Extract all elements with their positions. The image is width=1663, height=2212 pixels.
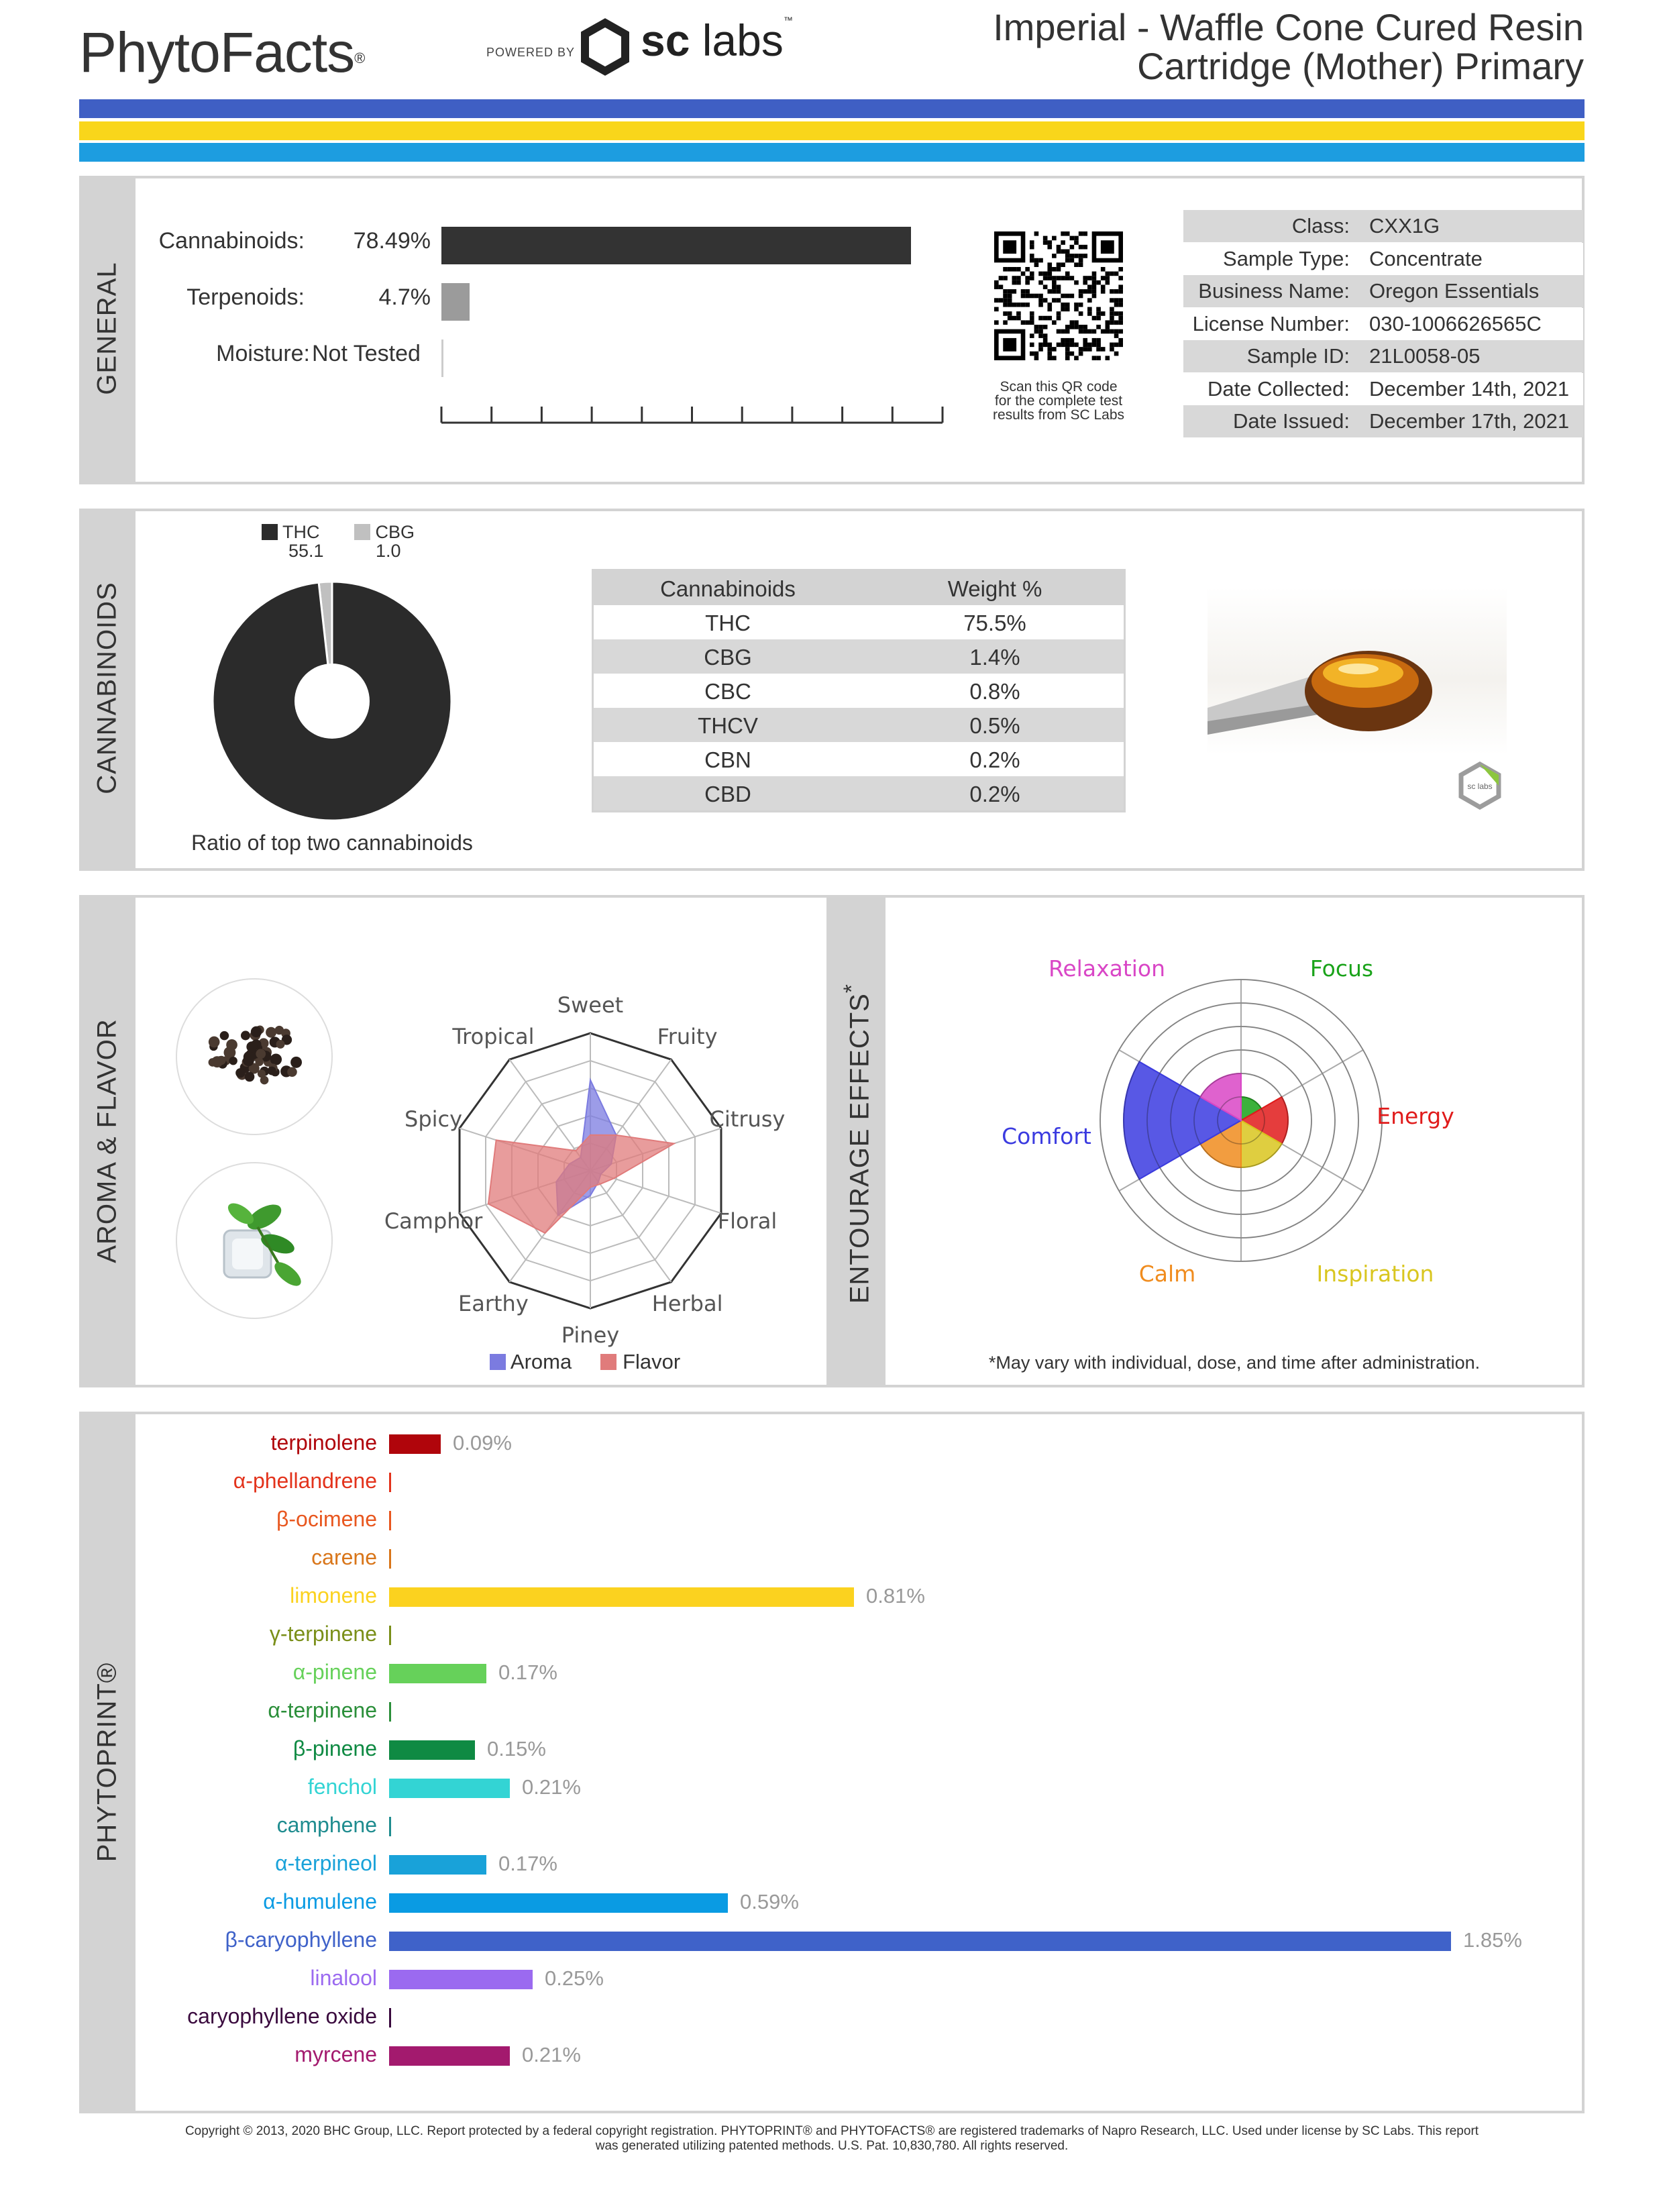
mint-ice-image <box>176 1162 333 1319</box>
radar-axis-label: Camphor <box>384 1208 483 1234</box>
general-row-label: Cannabinoids: <box>158 228 305 254</box>
cannabinoid-table <box>592 569 1126 812</box>
radar-axis-label: Tropical <box>452 1023 535 1049</box>
legend-thc-name: THC <box>282 522 320 542</box>
terpene-bar <box>389 2008 391 2027</box>
radar-axis-label: Fruity <box>657 1023 718 1049</box>
cannabinoid-table-row <box>594 742 1124 776</box>
meta-row <box>1183 210 1583 242</box>
product-title-line2: Cartridge (Mother) Primary <box>1137 45 1584 87</box>
phytoprint-sidebar <box>79 1412 136 2113</box>
cannabinoid-weight: 75.5% <box>963 611 1026 635</box>
aroma-sidebar <box>79 895 136 1387</box>
radar-spoke <box>590 1171 671 1282</box>
sc-labs-trademark: ™ <box>783 15 793 25</box>
meta-value: 030-1006626565C <box>1369 311 1542 335</box>
terpene-value: 0.25% <box>545 1966 604 1990</box>
cannabinoid-table-row <box>594 605 1124 639</box>
meta-row <box>1183 308 1583 340</box>
terpene-bar <box>389 1932 1451 1951</box>
qr-caption <box>966 380 1151 422</box>
radar-axis-label: Sweet <box>557 992 624 1018</box>
terpene-value: 0.21% <box>522 1775 581 1799</box>
general-sidebar <box>79 176 136 484</box>
terpene-name: fenchol <box>307 1775 377 1799</box>
terpene-value: 0.17% <box>498 1661 557 1684</box>
legend-cbg <box>354 522 462 561</box>
general-row-bar <box>441 283 470 321</box>
meta-value: Concentrate <box>1369 246 1483 270</box>
cannabinoids-section-label: CANNABINOIDS <box>92 582 122 794</box>
terpene-name: α-terpinene <box>268 1698 377 1722</box>
entourage-disclaimer: *May vary with individual, dose, and time after administration. <box>988 1353 1481 1373</box>
cannabinoid-name: CBN <box>704 747 751 772</box>
terpene-name: β-caryophyllene <box>225 1928 377 1952</box>
terpene-name: camphene <box>276 1813 377 1837</box>
sc-labs-logo <box>641 15 793 66</box>
terpene-bar <box>389 1702 391 1722</box>
meta-value: Oregon Essentials <box>1369 279 1540 303</box>
terpene-name: α-phellandrene <box>233 1469 377 1493</box>
product-photo <box>1208 587 1507 755</box>
radar-axis-label: Citrusy <box>709 1106 786 1132</box>
terpene-name: myrcene <box>294 2042 377 2066</box>
terpene-value: 0.09% <box>453 1431 512 1455</box>
polar-label-focus: Focus <box>1309 955 1374 982</box>
peppercorn-icon <box>177 980 331 1134</box>
brand-name: PhytoFacts <box>79 21 355 84</box>
terpene-bar <box>389 1511 391 1530</box>
flavor-legend-swatch <box>600 1354 616 1370</box>
sc-labs-logo-light: labs <box>702 15 784 65</box>
cannabinoid-weight: 1.4% <box>969 645 1020 670</box>
mint-ice-icon <box>177 1163 331 1318</box>
terpene-bar <box>389 1855 486 1875</box>
terpene-value: 0.17% <box>498 1852 557 1875</box>
meta-row <box>1183 373 1583 405</box>
powered-by-label: POWERED BY <box>486 46 576 59</box>
radar-axis-label: Piney <box>561 1322 620 1348</box>
entourage-section-label <box>839 955 875 1333</box>
cannabinoid-weight: 0.8% <box>969 679 1020 704</box>
brand-logo <box>79 20 364 85</box>
general-axis-ticks <box>439 403 949 429</box>
header-stripe-cyan <box>79 143 1585 162</box>
radar-series-flavor <box>488 1135 674 1233</box>
meta-value: 21L0058-05 <box>1369 344 1481 368</box>
radar-axis-label: Spicy <box>405 1106 463 1132</box>
terpene-name: terpinolene <box>270 1430 377 1455</box>
meta-row <box>1183 243 1583 275</box>
terpene-bar <box>389 1549 391 1569</box>
terpene-value: 0.21% <box>522 2043 581 2066</box>
sc-labs-badge-text: sc labs <box>1467 782 1493 791</box>
terpene-name: caryophyllene oxide <box>187 2004 377 2028</box>
meta-key: Class: <box>1291 214 1350 238</box>
terpene-value: 0.15% <box>487 1737 546 1760</box>
meta-key: Date Collected: <box>1208 376 1350 401</box>
terpene-bar <box>389 1817 391 1836</box>
cannabinoid-table-header <box>594 571 1124 605</box>
aroma-section-label: AROMA & FLAVOR <box>92 1018 122 1263</box>
general-row-label: Moisture: <box>216 341 310 366</box>
terpene-bar <box>389 1970 533 1989</box>
terpene-value: 0.59% <box>740 1890 799 1913</box>
radar-axis-label: Herbal <box>651 1291 723 1317</box>
copyright-footer <box>79 2124 1585 2154</box>
brand-registered-mark: ® <box>354 50 365 66</box>
terpene-value: 0.81% <box>866 1584 925 1608</box>
terpene-bar <box>389 1893 728 1913</box>
meta-key: License Number: <box>1192 311 1350 335</box>
polar-label-calm: Calm <box>1138 1261 1196 1287</box>
entourage-polar-chart <box>966 953 1503 1302</box>
qr-caption-line3: results from SC Labs <box>992 407 1125 423</box>
meta-value: December 17th, 2021 <box>1369 409 1570 433</box>
resin-on-tool-image <box>1208 587 1507 755</box>
cannabinoid-weight: 0.2% <box>969 782 1020 806</box>
general-row-bar <box>441 339 443 377</box>
general-row-bar <box>441 227 911 264</box>
terpene-name: α-pinene <box>292 1660 377 1684</box>
terpene-bar <box>389 1587 854 1607</box>
phytoprint-registered-mark: ® <box>92 1662 122 1683</box>
qr-code-icon[interactable] <box>994 231 1123 360</box>
entourage-label-text: ENTOURAGE EFFECTS <box>845 993 875 1304</box>
meta-value: December 14th, 2021 <box>1369 376 1570 401</box>
legend-cbg-name: CBG <box>375 522 415 542</box>
cannabinoids-sidebar <box>79 509 136 871</box>
terpene-name: carene <box>311 1545 377 1569</box>
entourage-sidebar <box>829 895 886 1387</box>
header-weight: Weight % <box>947 576 1042 601</box>
donut-hole <box>294 664 370 739</box>
terpene-bar <box>389 1434 441 1454</box>
cannabinoid-name: CBC <box>704 679 751 704</box>
cannabinoid-name: THCV <box>698 713 758 738</box>
terpene-name: α-terpineol <box>275 1851 377 1875</box>
terpene-name: limonene <box>290 1583 377 1608</box>
polar-label-comfort: Comfort <box>1002 1123 1091 1149</box>
cannabinoid-table-row <box>594 674 1124 708</box>
qr-caption-line2: for the complete test <box>994 393 1123 409</box>
terpene-name: α-humulene <box>263 1889 377 1913</box>
terpene-name: linalool <box>310 1966 377 1990</box>
meta-value: CXX1G <box>1369 214 1440 238</box>
cannabinoid-table-row <box>594 639 1124 674</box>
terpene-value: 1.85% <box>1463 1928 1522 1952</box>
terpene-bar <box>389 2046 510 2066</box>
meta-row <box>1183 340 1583 372</box>
peppercorn-image <box>176 978 333 1135</box>
sc-labs-logo-bold: sc <box>641 15 690 65</box>
meta-key: Date Issued: <box>1232 409 1350 433</box>
meta-key: Sample ID: <box>1246 344 1350 368</box>
phytoprint-section-label <box>93 1614 123 1911</box>
footer-line2: was generated utilizing patented methods. U.S. Pat. 10,830,780. All rights reserved. <box>595 2139 1069 2153</box>
cannabinoid-ratio-donut <box>201 570 463 832</box>
general-section-label: GENERAL <box>92 262 122 395</box>
meta-row <box>1183 275 1583 307</box>
meta-row <box>1183 405 1583 437</box>
cannabinoid-weight: 0.2% <box>969 747 1020 772</box>
aroma-legend <box>490 1350 680 1374</box>
sc-labs-badge-icon <box>1456 761 1504 810</box>
aroma-legend-swatch <box>490 1354 506 1370</box>
general-row-value: 78.49% <box>353 228 431 254</box>
general-row-value: Not Tested <box>312 341 421 366</box>
aroma-legend-label: Aroma <box>510 1350 572 1373</box>
terpene-bar <box>389 1740 475 1760</box>
radar-axis-label: Earthy <box>458 1291 529 1317</box>
qr-caption-line1: Scan this QR code <box>1000 379 1118 394</box>
terpene-bar <box>389 1664 486 1683</box>
cannabinoid-name: THC <box>705 611 751 635</box>
polar-label-relaxation: Relaxation <box>1048 955 1166 982</box>
radar-axis-label: Floral <box>717 1208 777 1234</box>
terpene-bar <box>389 1626 391 1645</box>
meta-key: Sample Type: <box>1223 246 1350 270</box>
header-cannabinoids: Cannabinoids <box>660 576 796 601</box>
meta-key: Business Name: <box>1198 279 1350 303</box>
polar-label-inspiration: Inspiration <box>1316 1261 1434 1287</box>
terpene-name: β-pinene <box>292 1736 377 1760</box>
cannabinoid-table-row <box>594 776 1124 810</box>
cannabinoid-table-row <box>594 708 1124 742</box>
product-title-line1: Imperial - Waffle Cone Cured Resin <box>993 6 1584 48</box>
product-title <box>993 8 1584 86</box>
ratio-caption: Ratio of top two cannabinoids <box>191 831 473 855</box>
terpene-bar <box>389 1473 391 1492</box>
terpene-name: β-ocimene <box>276 1507 377 1531</box>
entourage-asterisk: * <box>839 984 865 994</box>
general-row-value: 4.7% <box>378 284 431 310</box>
footer-line1: Copyright © 2013, 2020 BHC Group, LLC. Report protected by a federal copyright registration. PHYTOPRINT® and PHYTOFACTS® are registered trademarks of Napro Research, LLC. Used under license by SC Labs. This report <box>184 2124 1479 2138</box>
cannabinoid-name: CBG <box>704 645 752 670</box>
legend-thc-value: 55.1 <box>288 541 324 561</box>
terpene-bar <box>389 1779 510 1798</box>
header-stripe-blue <box>79 99 1585 118</box>
terpene-name: γ-terpinene <box>269 1622 377 1646</box>
cannabinoid-weight: 0.5% <box>969 713 1020 738</box>
sc-labs-hexagon-icon <box>581 20 629 74</box>
cannabinoid-name: CBD <box>704 782 751 806</box>
aroma-flavor-radar-chart <box>335 939 805 1348</box>
polar-label-energy: Energy <box>1377 1103 1454 1129</box>
phytoprint-label-text: PHYTOPRINT <box>92 1683 122 1862</box>
header-stripe-yellow <box>79 121 1585 140</box>
flavor-legend-label: Flavor <box>623 1350 681 1373</box>
legend-cbg-value: 1.0 <box>376 541 401 561</box>
general-row-label: Terpenoids: <box>186 284 305 310</box>
